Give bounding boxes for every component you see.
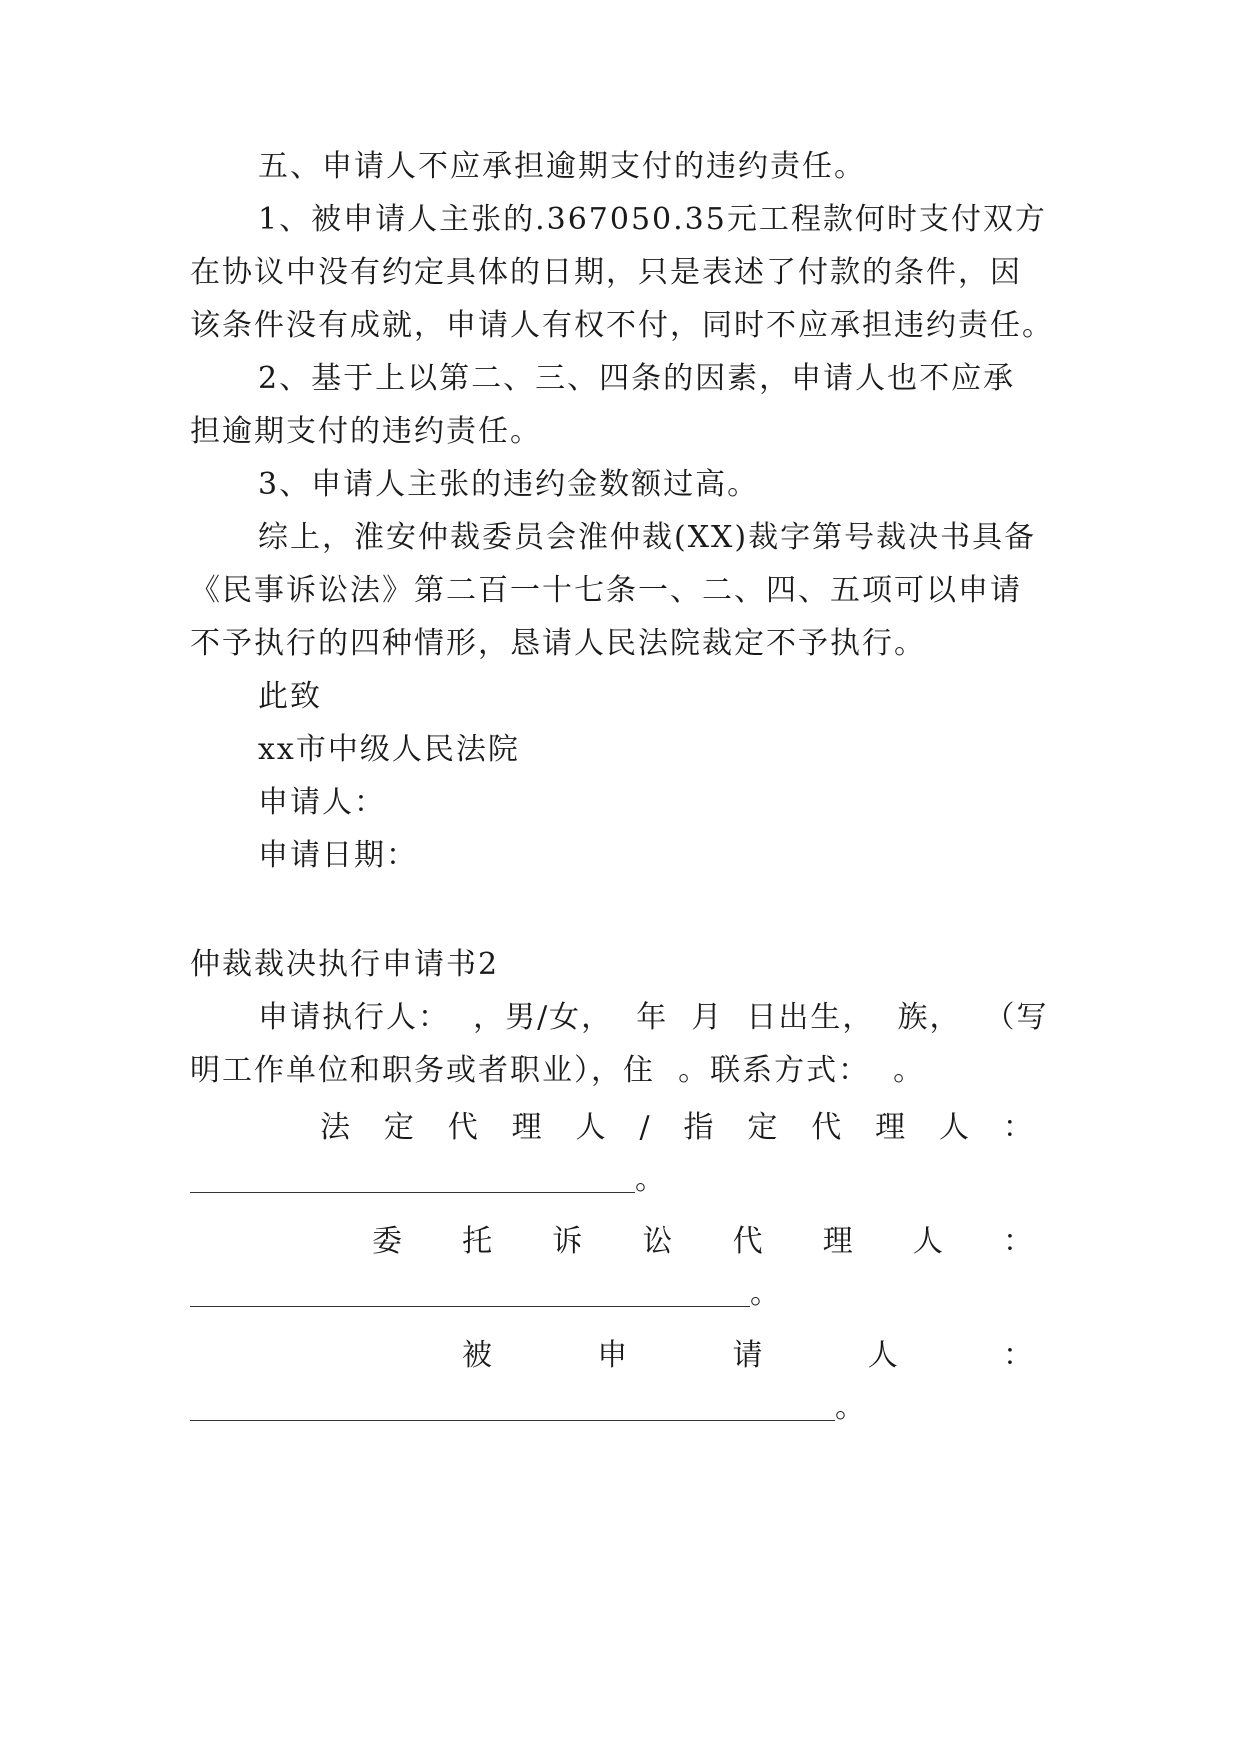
label-char: ： <box>1002 1224 1035 1259</box>
salutation: 此致 <box>258 679 322 714</box>
label-char: 指 <box>683 1110 716 1145</box>
applicant-info-line: 明工作单位和职务或者职业），住 。联系方式： 。 <box>190 1053 926 1088</box>
label-char: 理 <box>511 1110 544 1145</box>
section-heading: 五、申请人不应承担逾期支付的违约责任。 <box>258 149 866 184</box>
respondent-label <box>462 1336 1035 1376</box>
period: 。 <box>635 1162 665 1197</box>
label-char: 人 <box>939 1110 972 1145</box>
fill-in-line <box>190 1420 835 1421</box>
paragraph-line: 2、基于上以第二、三、四条的因素，申请人也不应承 <box>258 361 1016 396</box>
paragraph-line: 在协议中没有约定具体的日期，只是表述了付款的条件，因 <box>190 255 1022 290</box>
label-char: 定 <box>747 1110 780 1145</box>
label-char: 代 <box>447 1110 480 1145</box>
entrusted-agent-blank <box>190 1274 780 1314</box>
conclusion-line: 综上，淮安仲裁委员会淮仲裁(XX)裁字第号裁决书具备 <box>258 520 1037 555</box>
paragraph-line: 该条件没有成就，申请人有权不付，同时不应承担违约责任。 <box>190 308 1054 343</box>
label-char: 被 <box>462 1338 494 1373</box>
period: 。 <box>750 1276 780 1311</box>
legal-agent-blank <box>190 1160 665 1200</box>
label-char: ： <box>1002 1110 1035 1145</box>
paragraph-line: 担逾期支付的违约责任。 <box>190 414 542 449</box>
label-char: 申 <box>597 1338 630 1373</box>
label-char: 托 <box>462 1224 495 1259</box>
label-char: 法 <box>320 1110 352 1145</box>
label-char: 诉 <box>552 1224 585 1259</box>
label-char: / <box>639 1110 652 1145</box>
application-date-label: 申请日期： <box>258 838 418 873</box>
legal-agent-label <box>320 1108 1035 1148</box>
entrusted-agent-label <box>372 1222 1035 1262</box>
label-char: 讼 <box>642 1224 675 1259</box>
label-char: 委 <box>372 1224 404 1259</box>
label-char: 人 <box>912 1224 945 1259</box>
label-char: 代 <box>732 1224 765 1259</box>
paragraph-line: 1、被申请人主张的.367050.35元工程款何时支付双方 <box>258 202 1047 237</box>
label-char: 理 <box>875 1110 908 1145</box>
paragraph-line: 3、申请人主张的违约金数额过高。 <box>258 467 760 502</box>
court-name: xx市中级人民法院 <box>258 732 520 767</box>
applicant-signature-label: 申请人： <box>258 785 386 820</box>
fill-in-line <box>190 1192 635 1193</box>
label-char: 人 <box>867 1338 900 1373</box>
conclusion-line: 不予执行的四种情形，恳请人民法院裁定不予执行。 <box>190 626 926 661</box>
applicant-info-line: 申请执行人： ，男/女， 年 月 日出生， 族， （写 <box>258 1000 1049 1035</box>
label-char: 代 <box>811 1110 844 1145</box>
fill-in-line <box>190 1306 750 1307</box>
period: 。 <box>835 1390 865 1425</box>
label-char: 定 <box>383 1110 416 1145</box>
label-char: 请 <box>732 1338 765 1373</box>
document-title: 仲裁裁决执行申请书2 <box>190 947 500 982</box>
label-char: 理 <box>822 1224 855 1259</box>
respondent-blank <box>190 1388 865 1428</box>
label-char: 人 <box>575 1110 608 1145</box>
label-char: ： <box>1003 1338 1035 1373</box>
conclusion-line: 《民事诉讼法》第二百一十七条一、二、四、五项可以申请 <box>190 573 1022 608</box>
